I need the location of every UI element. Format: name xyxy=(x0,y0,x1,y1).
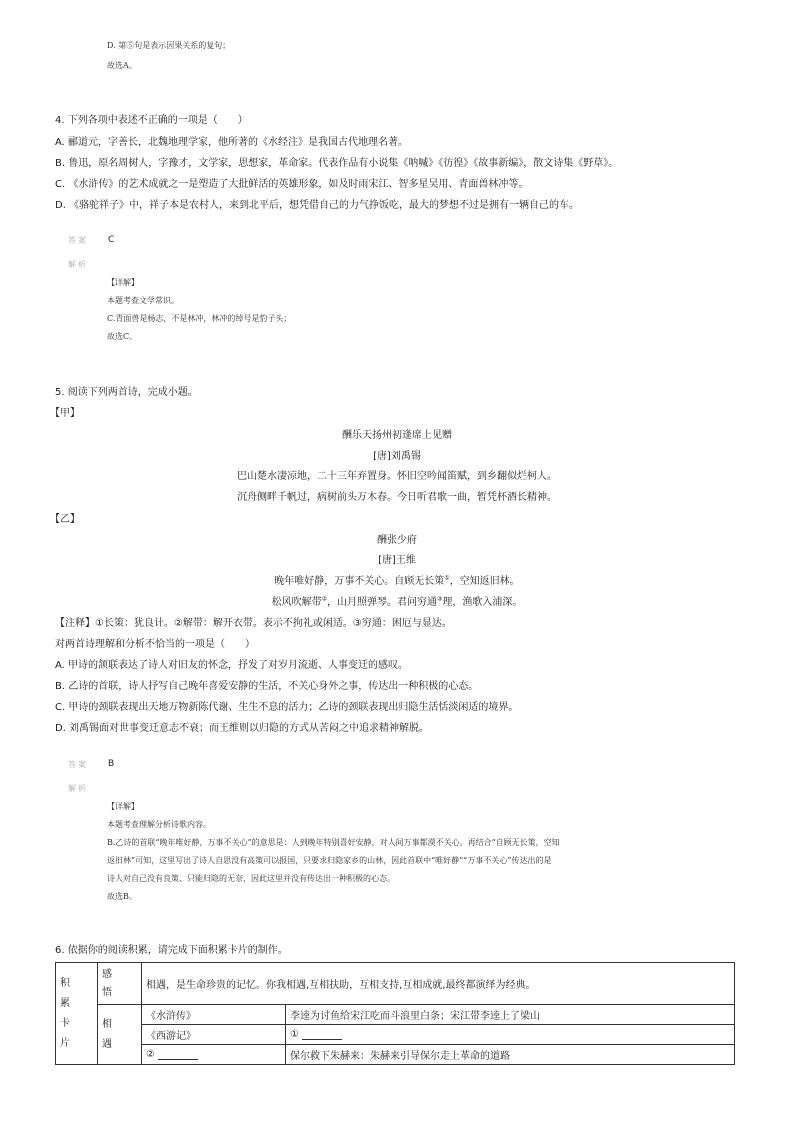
q5-option-c: C. 甲诗的颈联表现出天地万物新陈代谢、生生不息的活力；乙诗的颈联表现出归隐生活恬淡闲适的境界。 xyxy=(55,702,519,713)
q5-option-b: B. 乙诗的首联，诗人抒写自己晚年喜爱安静的生活，不关心身外之事，传达出一种积极的心态。 xyxy=(55,681,479,692)
poem2-label: 【乙】 xyxy=(50,514,80,525)
accumulation-card-table xyxy=(55,962,735,1065)
q4-answer-label: 答案 xyxy=(68,236,88,245)
poem-notes: 【注释】①长策：犹良计。②解带：解开衣带。表示不拘礼或闲适。③穷通：困厄与显达。 xyxy=(55,618,452,629)
footnote-marker: ③ xyxy=(437,595,443,603)
q4-option-d: D. 《骆驼祥子》中，祥子本是农村人，来到北平后，想凭借自己的力气挣饭吃，最大的梦想不过是拥有一辆自己的车。 xyxy=(55,200,580,211)
poem2-title: 酬张少府 xyxy=(377,535,417,546)
q5-stem: 5. 阅读下列两首诗，完成小题。 xyxy=(55,387,198,398)
q4-option-c: C. 《水浒传》的艺术成就之一是塑造了大批鲜活的英雄形象，如及时雨宋江、智多星吴用、青面兽林冲等。 xyxy=(55,179,529,190)
prev-option-d: D. 第⑤句是表示因果关系的复句； xyxy=(107,41,231,50)
poem1-label: 【甲】 xyxy=(50,408,80,419)
q4-answer: C xyxy=(108,235,115,245)
q4-option-b: B. 鲁迅，原名周树人，字豫才，文学家，思想家，革命家。代表作品有小说集《呐喊》《彷徨》《故事新编》，散文诗集《野草》。 xyxy=(55,158,619,169)
q5-answer: B xyxy=(108,759,115,769)
footnote-marker: ② xyxy=(321,595,327,603)
q6-stem: 6. 依据你的阅读积累，请完成下面积累卡片的制作。 xyxy=(55,945,288,956)
poem1-line: 巴山楚水凄凉地，二十三年弃置身。怀旧空吟闻笛赋，到乡翻似烂柯人。 xyxy=(237,471,557,482)
poem2-author: [唐]王维 xyxy=(378,555,416,566)
ganwu-text: 相遇，是生命珍贵的记忆。你我相遇,互相扶助，互相支持,互相成就,最终都演绎为经典。 xyxy=(142,963,735,1005)
q5-analysis-line: 返旧林”可知，这里写出了诗人自思没有高策可以报国，只要求归隐家乡的山林，因此首联中“唯好静”“万事不关心”传达出的是 xyxy=(107,856,552,865)
poem1-line: 沉舟侧畔千帆过，病树前头万木春。今日听君歌一曲，暂凭杯酒长精神。 xyxy=(237,492,557,503)
poem1-author: [唐]刘禹锡 xyxy=(373,451,421,462)
poem2-line: 松风吹解带②，山月照弹琴。君问穷通③理，渔歌入浦深。 xyxy=(271,595,523,608)
card-content: 保尔救下朱赫来：朱赫来引导保尔走上革命的道路 xyxy=(286,1045,735,1065)
q4-analysis-heading: 【详解】 xyxy=(107,278,139,287)
q4-stem: 4. 下列各项中表述不正确的一项是（ ） xyxy=(55,115,248,126)
card-content: 李逵为讨鱼给宋江吃而斗浪里白条；宋江带李逵上了梁山 xyxy=(286,1005,735,1025)
q4-analysis-line: 故选C。 xyxy=(107,332,138,341)
card-book: 《水浒传》 xyxy=(142,1005,286,1025)
q5-answer-label: 答案 xyxy=(68,760,88,769)
q5-sub-stem: 对两首诗理解和分析不恰当的一项是（ ） xyxy=(55,639,255,650)
card-label-cell: 积 累 卡 片 xyxy=(56,963,98,1065)
card-answer-blank-1[interactable]: ① xyxy=(286,1025,735,1045)
xiangyu-label-cell: 相 遇 xyxy=(98,1005,142,1065)
poem2-line: 晚年唯好静，万事不关心。自顾无长策①，空知返旧林。 xyxy=(274,574,520,587)
q5-analysis-line: 诗人对自己没有良策、只能归隐的无奈，因此这里并没有传达出一种积极的心态。 xyxy=(107,874,395,883)
q4-analysis-label: 解析 xyxy=(68,260,88,269)
q4-analysis-line: C.青面兽是杨志，不是林冲，林冲的绰号是豹子头； xyxy=(107,314,292,323)
prev-answer-note: 故选A。 xyxy=(107,61,137,70)
q4-analysis-line: 本题考查文学常识。 xyxy=(107,296,179,305)
q5-analysis-line: 本题考查理解分析诗歌内容。 xyxy=(107,820,211,829)
q5-analysis-heading: 【详解】 xyxy=(107,802,139,811)
q5-analysis-line: 故选B。 xyxy=(107,892,137,901)
q4-option-a: A. 郦道元，字善长，北魏地理学家，他所著的《水经注》是我国古代地理名著。 xyxy=(55,137,409,148)
q5-analysis-line: B.乙诗的首联“晚年唯好静，万事不关心”的意思是：人到晚年特别喜好安静，对人间万事都漠不关心。再结合“自顾无长策，空知 xyxy=(107,838,560,847)
poem1-title: 酬乐天扬州初逢席上见赠 xyxy=(342,430,452,441)
q5-option-a: A. 甲诗的颔联表达了诗人对旧友的怀念，抒发了对岁月流逝、人事变迁的感叹。 xyxy=(55,660,409,671)
card-book: 《西游记》 xyxy=(142,1025,286,1045)
q5-option-d: D. 刘禹锡面对世事变迁意志不衰；而王维则以归隐的方式从苦闷之中追求精神解脱。 xyxy=(55,723,430,734)
q5-analysis-label: 解析 xyxy=(68,784,88,793)
ganwu-label-cell: 感 悟 xyxy=(98,963,142,1005)
card-answer-blank-2[interactable]: ② xyxy=(142,1045,286,1065)
footnote-marker: ① xyxy=(444,574,450,582)
